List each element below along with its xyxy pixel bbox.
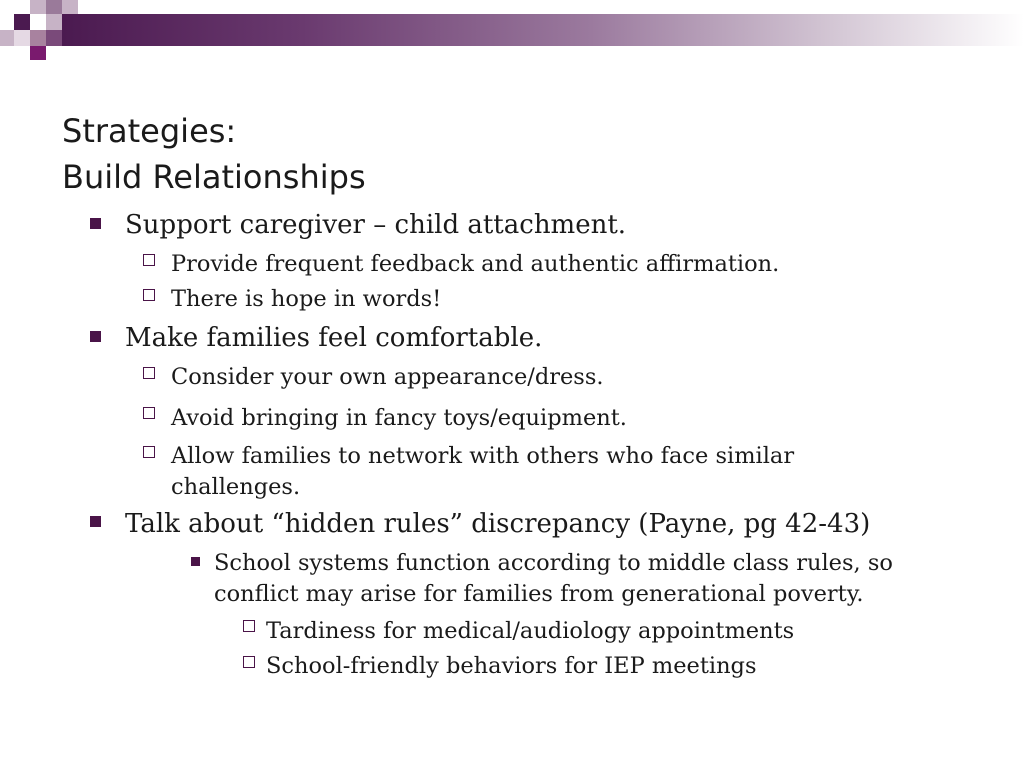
hollow-square-bullet-icon	[143, 289, 155, 301]
bullet-item: Talk about “hidden rules” discrepancy (Payne, pg 42-43)	[125, 509, 871, 539]
hollow-square-bullet-icon	[143, 254, 155, 266]
small-filled-square-bullet-icon	[191, 557, 200, 566]
sub-sub-bullet-item: School-friendly behaviors for IEP meetings	[266, 653, 757, 679]
filled-square-bullet-icon	[90, 516, 101, 527]
sub-bullet-item: Allow families to network with others who face similar	[171, 443, 795, 469]
hollow-square-bullet-icon	[243, 656, 255, 668]
sub-bullet-item: School systems function according to middle class rules, so	[214, 550, 893, 576]
sub-sub-bullet-item: Tardiness for medical/audiology appointments	[266, 618, 795, 644]
title-line-2: Build Relationships	[62, 158, 366, 196]
hollow-square-bullet-icon	[143, 407, 155, 419]
sub-bullet-item: Provide frequent feedback and authentic affirmation.	[171, 251, 780, 277]
sub-bullet-item-continuation: challenges.	[171, 474, 301, 500]
title-line-1: Strategies:	[62, 112, 237, 150]
bullet-item: Make families feel comfortable.	[125, 323, 543, 353]
sub-bullet-item: There is hope in words!	[171, 286, 442, 312]
filled-square-bullet-icon	[90, 331, 101, 342]
sub-bullet-item-continuation: conflict may arise for families from generational poverty.	[214, 581, 864, 607]
filled-square-bullet-icon	[90, 218, 101, 229]
sub-bullet-item: Avoid bringing in fancy toys/equipment.	[171, 405, 627, 431]
sub-bullet-item: Consider your own appearance/dress.	[171, 364, 604, 390]
hollow-square-bullet-icon	[143, 446, 155, 458]
hollow-square-bullet-icon	[243, 620, 255, 632]
bullet-item: Support caregiver – child attachment.	[125, 210, 627, 240]
hollow-square-bullet-icon	[143, 367, 155, 379]
